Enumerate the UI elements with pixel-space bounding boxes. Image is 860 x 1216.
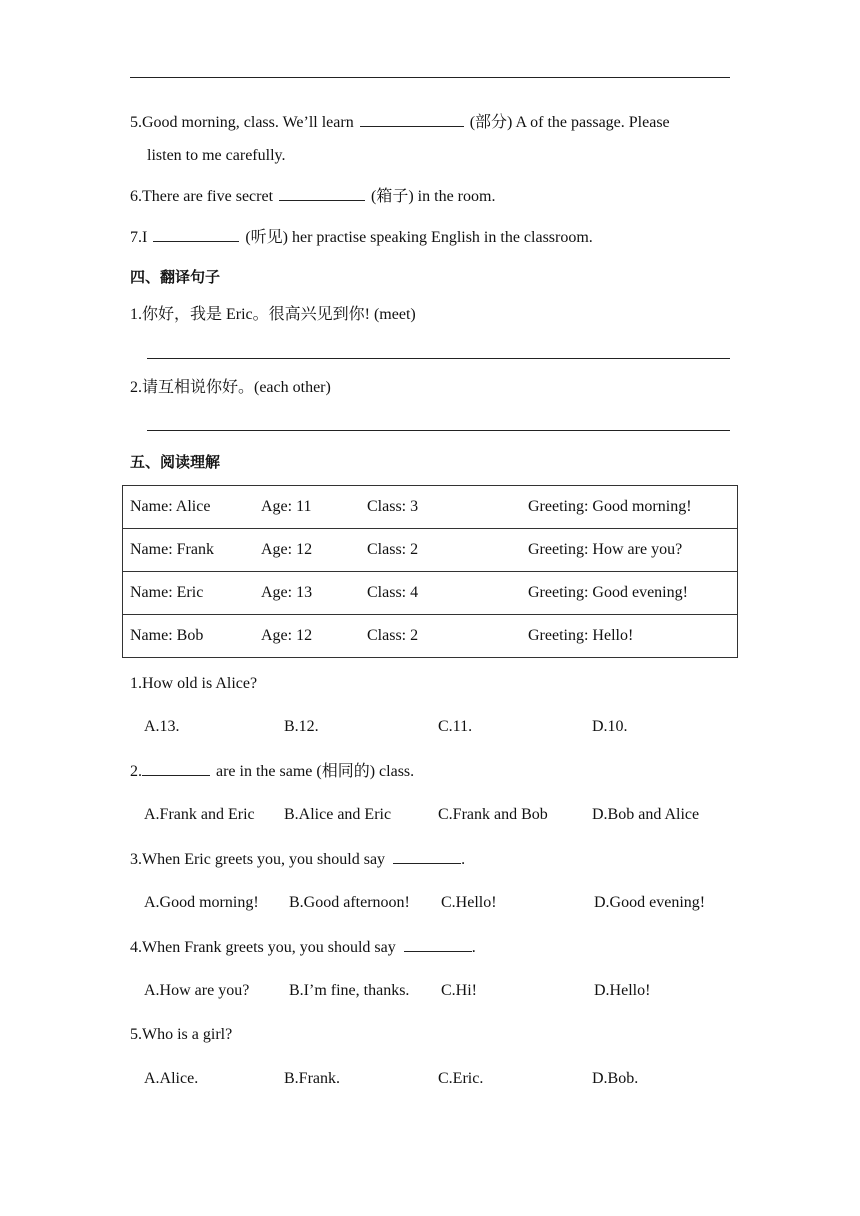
cell-class: Class: 2 [367,529,528,572]
section4-title: 四、翻译句子 [130,268,221,286]
q1-option-d[interactable]: D.10. [592,718,628,735]
cell-age: Age: 13 [261,572,367,615]
q5-option-d[interactable]: D.Bob. [592,1070,639,1087]
cell-greeting: Greeting: How are you? [528,529,738,572]
cell-greeting: Greeting: Good morning! [528,486,738,529]
cell-class: Class: 3 [367,486,528,529]
table-row [123,615,738,658]
q2-number: 2. [130,763,142,780]
q3-period: . [461,851,466,868]
q4-option-d[interactable]: D.Hello! [594,982,651,999]
translate-q1-answer-line[interactable] [147,358,730,359]
reading-q3 [130,849,465,870]
q5-option-a[interactable]: A.Alice. [144,1070,199,1087]
q3-option-d[interactable]: D.Good evening! [594,894,706,911]
q5-continuation: listen to me carefully. [147,147,286,164]
q2-option-b[interactable]: B.Alice and Eric [284,806,392,823]
cell-name: Name: Frank [123,529,262,572]
cell-age: Age: 12 [261,615,367,658]
q5-hint: (部分) A of the passage. Please [469,114,670,131]
reading-q2 [130,761,414,782]
q2-text: are in the same (相同的) class. [216,763,415,780]
q4-option-b[interactable]: B.I’m fine, thanks. [289,982,410,999]
q2-option-a[interactable]: A.Frank and Eric [144,806,255,823]
q1-option-c[interactable]: C.11. [438,718,473,735]
q2-option-d[interactable]: D.Bob and Alice [592,806,700,823]
q2-blank[interactable] [142,761,210,776]
q3-text: 3.When Eric greets you, you should say [130,851,386,868]
cell-age: Age: 12 [261,529,367,572]
cell-name: Name: Bob [123,615,262,658]
cell-greeting: Greeting: Hello! [528,615,738,658]
table-row [123,572,738,615]
q3-option-b[interactable]: B.Good afternoon! [289,894,410,911]
q4-period: . [471,939,476,956]
q1-option-b[interactable]: B.12. [284,718,319,735]
cell-name: Name: Eric [123,572,262,615]
q3-blank[interactable] [393,849,461,864]
cell-class: Class: 2 [367,615,528,658]
translate-q2-answer-line[interactable] [147,430,730,431]
cell-class: Class: 4 [367,572,528,615]
table-row [123,486,738,529]
answer-line-top [130,77,730,78]
fill-blank-q7 [130,227,593,248]
q6-text: 6.There are five secret [130,188,274,205]
q5-blank[interactable] [360,112,464,127]
translate-q2: 2.请互相说你好。(each other) [130,379,331,396]
q7-blank[interactable] [153,227,239,242]
q7-hint: (听见) her practise speaking English in the classroom. [245,229,593,246]
reading-q5: 5.Who is a girl? [130,1026,233,1043]
reading-q4 [130,937,476,958]
student-info-table [122,485,738,658]
q4-text: 4.When Frank greets you, you should say [130,939,396,956]
q4-blank[interactable] [404,937,472,952]
q6-blank[interactable] [279,186,365,201]
cell-name: Name: Alice [123,486,262,529]
q5-option-b[interactable]: B.Frank. [284,1070,340,1087]
cell-age: Age: 11 [261,486,367,529]
q6-hint: (箱子) in the room. [371,188,496,205]
q7-text: 7.I [130,229,148,246]
fill-blank-q5 [130,112,670,133]
q4-option-a[interactable]: A.How are you? [144,982,250,999]
cell-greeting: Greeting: Good evening! [528,572,738,615]
translate-q1: 1.你好，我是 Eric。很高兴见到你! (meet) [130,306,416,323]
q2-option-c[interactable]: C.Frank and Bob [438,806,548,823]
q3-option-c[interactable]: C.Hello! [441,894,497,911]
q3-option-a[interactable]: A.Good morning! [144,894,259,911]
reading-q1: 1.How old is Alice? [130,675,258,692]
section5-title: 五、阅读理解 [130,453,221,471]
q5-text: 5.Good morning, class. We’ll learn [130,114,354,131]
table-row [123,529,738,572]
fill-blank-q6 [130,186,495,207]
q5-option-c[interactable]: C.Eric. [438,1070,484,1087]
q4-option-c[interactable]: C.Hi! [441,982,477,999]
q1-option-a[interactable]: A.13. [144,718,180,735]
